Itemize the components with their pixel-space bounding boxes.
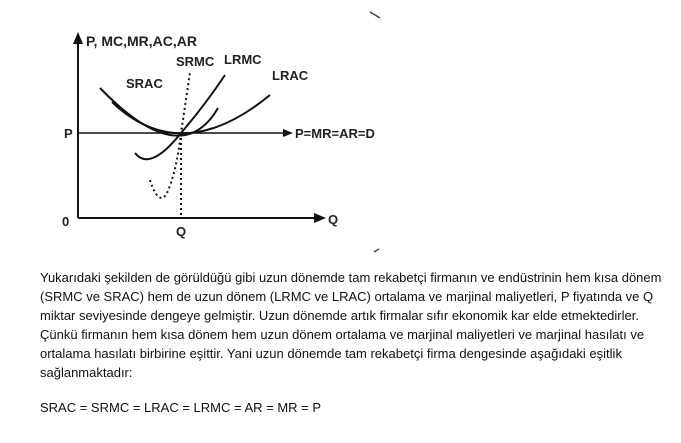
srmc-label: SRMC <box>176 54 215 69</box>
quantity-label: Q <box>176 224 187 239</box>
lrac-label: LRAC <box>272 68 309 83</box>
x-axis-label: Q <box>328 212 339 227</box>
scan-mark-bottom <box>374 249 379 252</box>
srac-label: SRAC <box>126 76 163 91</box>
y-axis-arrow <box>73 32 83 44</box>
demand-label: P=MR=AR=D <box>295 126 375 141</box>
demand-line-arrow <box>283 129 293 137</box>
y-axis-label: P, MC,MR,AC,AR <box>86 33 197 49</box>
x-axis-arrow <box>314 213 326 223</box>
price-label: P <box>64 126 73 141</box>
lrmc-label: LRMC <box>224 52 262 67</box>
srac-curve <box>100 88 218 136</box>
origin-label: 0 <box>62 214 70 229</box>
equilibrium-equation: SRAC = SRMC = LRAC = LRMC = AR = MR = P <box>40 400 322 415</box>
explanation-paragraph: Yukarıdaki şekilden de görüldüğü gibi uzun dönemde tam rekabetçi firmanın ve endüstrinin hem kısa dönem (SRMC ve SRAC) hem de uzun dönem (LRMC ve LRAC) ortalama ve marjinal maliyetleri, P fiyatında ve Q miktar seviyesinde dengeye gelmiştir. Uzun dönemde artık firmalar sıfır ekonomik kar elde etmektedirler. Çünkü firmanın hem kısa dönem hem uzun dönem ortalama ve marjinal maliyetleri ve marjinal hasılatı ve ortalama hasılatı birbirine eşittir. Yani uzun dönemde tam rekabetçi firma dengesinde aşağıdaki eşitlik sağlanmaktadır: <box>40 270 662 380</box>
scan-mark-top <box>370 12 380 18</box>
lrac-curve <box>112 95 270 133</box>
